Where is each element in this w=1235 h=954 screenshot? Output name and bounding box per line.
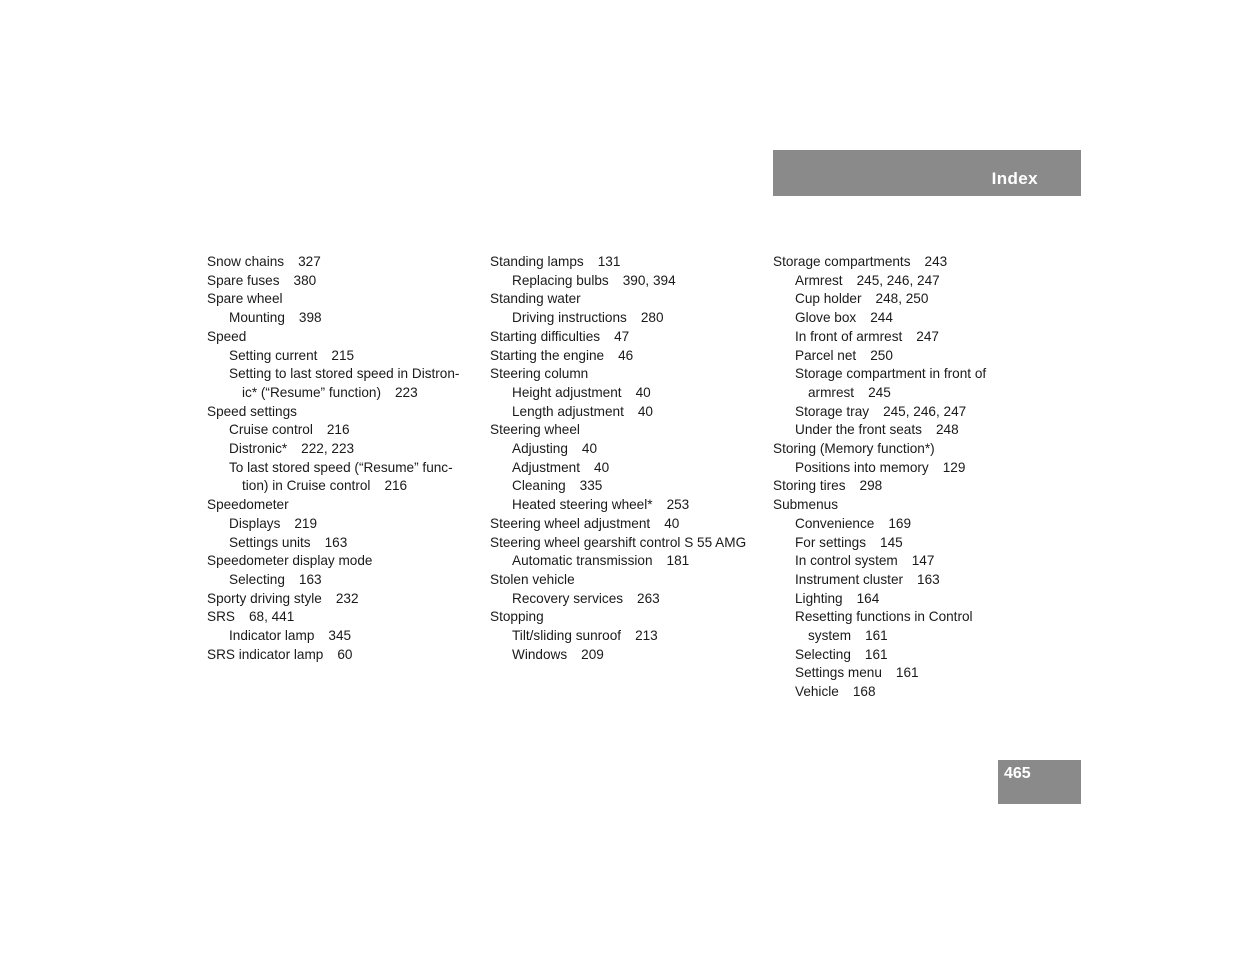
index-entry: [490, 590, 768, 609]
index-entry: [773, 421, 1018, 440]
index-term: Setting to last stored speed in Distron-: [229, 366, 460, 382]
index-page-ref: 163: [298, 571, 322, 587]
index-page-ref: 248, 250: [875, 291, 929, 307]
index-term: Length adjustment: [512, 403, 624, 419]
index-page-ref: 398: [298, 310, 322, 326]
index-page-ref: 280: [640, 310, 664, 326]
index-term: Lighting: [795, 590, 843, 606]
index-term: Resetting functions in Control: [795, 609, 973, 625]
index-term: Steering wheel: [490, 422, 580, 438]
index-entry: [490, 421, 768, 440]
index-term: Spare fuses: [207, 272, 280, 288]
index-column-2: [490, 253, 768, 664]
index-page-ref: 145: [880, 534, 903, 550]
index-term: Settings menu: [795, 665, 882, 681]
index-entry: [773, 664, 1018, 683]
index-entry: [490, 534, 768, 553]
index-term: Displays: [229, 515, 281, 531]
index-page-ref: 232: [335, 590, 359, 606]
index-entry: [490, 384, 768, 403]
index-term: tion) in Cruise control: [242, 478, 371, 494]
index-term: Standing water: [490, 291, 581, 307]
index-entry: [207, 440, 482, 459]
index-page-ref: 215: [331, 347, 355, 363]
index-entry: [773, 552, 1018, 571]
index-page-ref: 222, 223: [301, 441, 355, 457]
index-term: Armrest: [795, 272, 843, 288]
index-term: For settings: [795, 534, 867, 550]
index-term: Speedometer: [207, 497, 289, 513]
index-term: Spare wheel: [207, 291, 283, 307]
index-page-ref: 181: [666, 553, 690, 569]
index-entry: [207, 328, 482, 347]
index-page-ref: 223: [395, 384, 418, 400]
index-term: Starting difficulties: [490, 328, 601, 344]
index-entry: [207, 253, 482, 272]
index-entry: [490, 328, 768, 347]
index-term: system: [808, 628, 852, 644]
index-entry: [490, 440, 768, 459]
index-entry: [490, 477, 768, 496]
index-entry: [773, 571, 1018, 590]
index-page-ref: 380: [293, 272, 317, 288]
index-term: Starting the engine: [490, 347, 605, 363]
index-entry: [490, 365, 768, 384]
index-term: Tilt/sliding sunroof: [512, 628, 622, 644]
index-page-ref: 60: [337, 646, 353, 662]
index-term: Setting current: [229, 347, 318, 363]
index-term: Cruise control: [229, 422, 313, 438]
index-term: Standing lamps: [490, 254, 584, 269]
index-entry: [490, 627, 768, 646]
index-entry: [773, 590, 1018, 609]
index-entry: [207, 421, 482, 440]
index-entry: [207, 571, 482, 590]
index-term: SRS: [207, 609, 235, 625]
index-term: In control system: [795, 553, 898, 569]
index-term: Snow chains: [207, 254, 285, 269]
index-page-ref: 47: [614, 328, 630, 344]
index-page-ref: 164: [856, 590, 880, 606]
index-entry: [207, 646, 482, 665]
index-page-ref: 46: [618, 347, 634, 363]
index-entry: [773, 534, 1018, 553]
index-entry: [490, 309, 768, 328]
index-page-ref: 147: [911, 553, 935, 569]
index-page-ref: 40: [635, 384, 651, 400]
index-entry: [207, 459, 482, 478]
index-term: Convenience: [795, 515, 875, 531]
index-entry: [207, 534, 482, 553]
index-entry: [773, 253, 1018, 272]
index-term: Storing (Memory function*): [773, 441, 935, 457]
index-entry: [490, 608, 768, 627]
index-page-ref: 40: [594, 459, 610, 475]
index-page-ref: 245, 246, 247: [883, 403, 967, 419]
index-page-ref: 163: [324, 534, 348, 550]
index-page-ref: 163: [917, 571, 940, 587]
index-page-ref: 390, 394: [622, 272, 676, 288]
index-entry: [207, 608, 482, 627]
index-term: Height adjustment: [512, 384, 622, 400]
index-term: Replacing bulbs: [512, 272, 609, 288]
index-page-ref: 335: [579, 478, 603, 494]
index-entry: [773, 347, 1018, 366]
index-page-ref: 169: [888, 515, 912, 531]
index-term: Speed: [207, 328, 247, 344]
index-entry: [490, 515, 768, 534]
index-page-ref: 161: [865, 628, 888, 644]
index-term: Steering column: [490, 366, 589, 382]
index-page-ref: 253: [666, 497, 690, 513]
index-entry: [490, 459, 768, 478]
index-entry: [490, 290, 768, 309]
index-entry: [207, 309, 482, 328]
index-term: Stopping: [490, 609, 544, 625]
page-number: 465: [1004, 765, 1031, 782]
index-term: Driving instructions: [512, 310, 627, 326]
index-entry: [207, 627, 482, 646]
index-page-ref: 250: [870, 347, 893, 363]
section-title: Index: [991, 169, 1038, 188]
index-term: armrest: [808, 384, 855, 400]
index-page-ref: 219: [294, 515, 318, 531]
index-term: Stolen vehicle: [490, 571, 575, 587]
index-page-ref: 131: [597, 254, 621, 269]
index-entry: [490, 646, 768, 665]
index-entry: [773, 515, 1018, 534]
index-page-ref: 216: [384, 478, 408, 494]
index-term: Steering wheel adjustment: [490, 515, 651, 531]
index-page-ref: 161: [895, 665, 919, 681]
index-term: Distronic*: [229, 441, 288, 457]
section-header-bar: [773, 150, 1081, 196]
index-page-ref: 129: [942, 459, 966, 475]
index-column-3: [773, 253, 1018, 702]
page-number-box: [998, 760, 1081, 804]
index-page-ref: 216: [326, 422, 350, 438]
index-entry: [773, 440, 1018, 459]
index-term: Steering wheel gearshift control S 55 AMG: [490, 534, 747, 550]
index-entry: [207, 365, 482, 384]
index-term: Windows: [512, 646, 568, 662]
index-entry: [207, 403, 482, 422]
index-term: Speedometer display mode: [207, 553, 373, 569]
index-term: Cleaning: [512, 478, 566, 494]
index-entry: [207, 347, 482, 366]
index-column-1: [207, 253, 482, 664]
index-term: In front of armrest: [795, 328, 903, 344]
index-term: Selecting: [229, 571, 285, 587]
index-term: Under the front seats: [795, 422, 922, 438]
index-entry: [207, 272, 482, 291]
index-entry: [490, 253, 768, 272]
index-term: Glove box: [795, 310, 857, 326]
index-entry: [773, 384, 1018, 403]
index-page-ref: 345: [328, 628, 352, 644]
index-entry: [773, 365, 1018, 384]
index-term: Storage tray: [795, 403, 870, 419]
index-page-ref: 168: [852, 684, 876, 700]
index-term: Sporty driving style: [207, 590, 322, 606]
index-page-ref: 247: [916, 328, 939, 344]
index-page-ref: 243: [924, 254, 948, 269]
index-page-ref: 40: [637, 403, 653, 419]
index-entry: [773, 496, 1018, 515]
index-entry: [207, 515, 482, 534]
index-page-ref: 68, 441: [248, 609, 295, 625]
index-entry: [773, 646, 1018, 665]
index-term: Settings units: [229, 534, 311, 550]
index-term: Instrument cluster: [795, 571, 904, 587]
index-page-ref: 327: [298, 254, 321, 269]
index-entry: [773, 328, 1018, 347]
index-entry: [207, 552, 482, 571]
index-entry: [773, 459, 1018, 478]
index-entry: [773, 683, 1018, 702]
index-entry: [207, 290, 482, 309]
index-entry: [207, 384, 482, 403]
index-term: Speed settings: [207, 403, 297, 419]
index-entry: [490, 272, 768, 291]
index-entry: [773, 290, 1018, 309]
index-page-ref: 40: [664, 515, 680, 531]
index-entry: [773, 309, 1018, 328]
index-entry: [490, 552, 768, 571]
index-entry: [207, 496, 482, 515]
index-term: Automatic transmission: [512, 553, 653, 569]
index-entry: [773, 272, 1018, 291]
index-entry: [490, 496, 768, 515]
index-term: Recovery services: [512, 590, 624, 606]
index-term: Positions into memory: [795, 459, 929, 475]
index-term: Heated steering wheel*: [512, 497, 653, 513]
index-entry: [773, 608, 1018, 627]
index-term: Vehicle: [795, 684, 839, 700]
index-page-ref: 248: [935, 422, 959, 438]
index-entry: [773, 477, 1018, 496]
index-term: Adjustment: [512, 459, 581, 475]
index-term: To last stored speed (“Resume” func-: [229, 459, 453, 475]
index-term: SRS indicator lamp: [207, 646, 324, 662]
index-term: Storage compartment in front of: [795, 366, 987, 382]
index-entry: [490, 347, 768, 366]
index-term: Storage compartments: [773, 254, 911, 269]
index-entry: [207, 590, 482, 609]
index-term: Submenus: [773, 497, 838, 513]
index-page-ref: 209: [581, 646, 604, 662]
index-entry: [773, 627, 1018, 646]
index-term: Indicator lamp: [229, 628, 315, 644]
index-entry: [490, 571, 768, 590]
index-page-ref: 245: [868, 384, 891, 400]
index-page-ref: 298: [859, 478, 883, 494]
index-term: Parcel net: [795, 347, 857, 363]
index-page-ref: 244: [870, 310, 893, 326]
index-term: Mounting: [229, 310, 285, 326]
index-entry: [207, 477, 482, 496]
index-term: Cup holder: [795, 291, 862, 307]
index-page-ref: 161: [864, 646, 888, 662]
index-term: Adjusting: [512, 441, 568, 457]
index-page-ref: 263: [637, 590, 660, 606]
index-term: ic* (“Resume” function): [242, 384, 381, 400]
index-entry: [490, 403, 768, 422]
index-term: Selecting: [795, 646, 851, 662]
index-page-ref: 213: [635, 628, 658, 644]
index-entry: [773, 403, 1018, 422]
index-page-ref: 245, 246, 247: [856, 272, 940, 288]
index-page-ref: 40: [581, 441, 598, 457]
index-term: Storing tires: [773, 478, 846, 494]
